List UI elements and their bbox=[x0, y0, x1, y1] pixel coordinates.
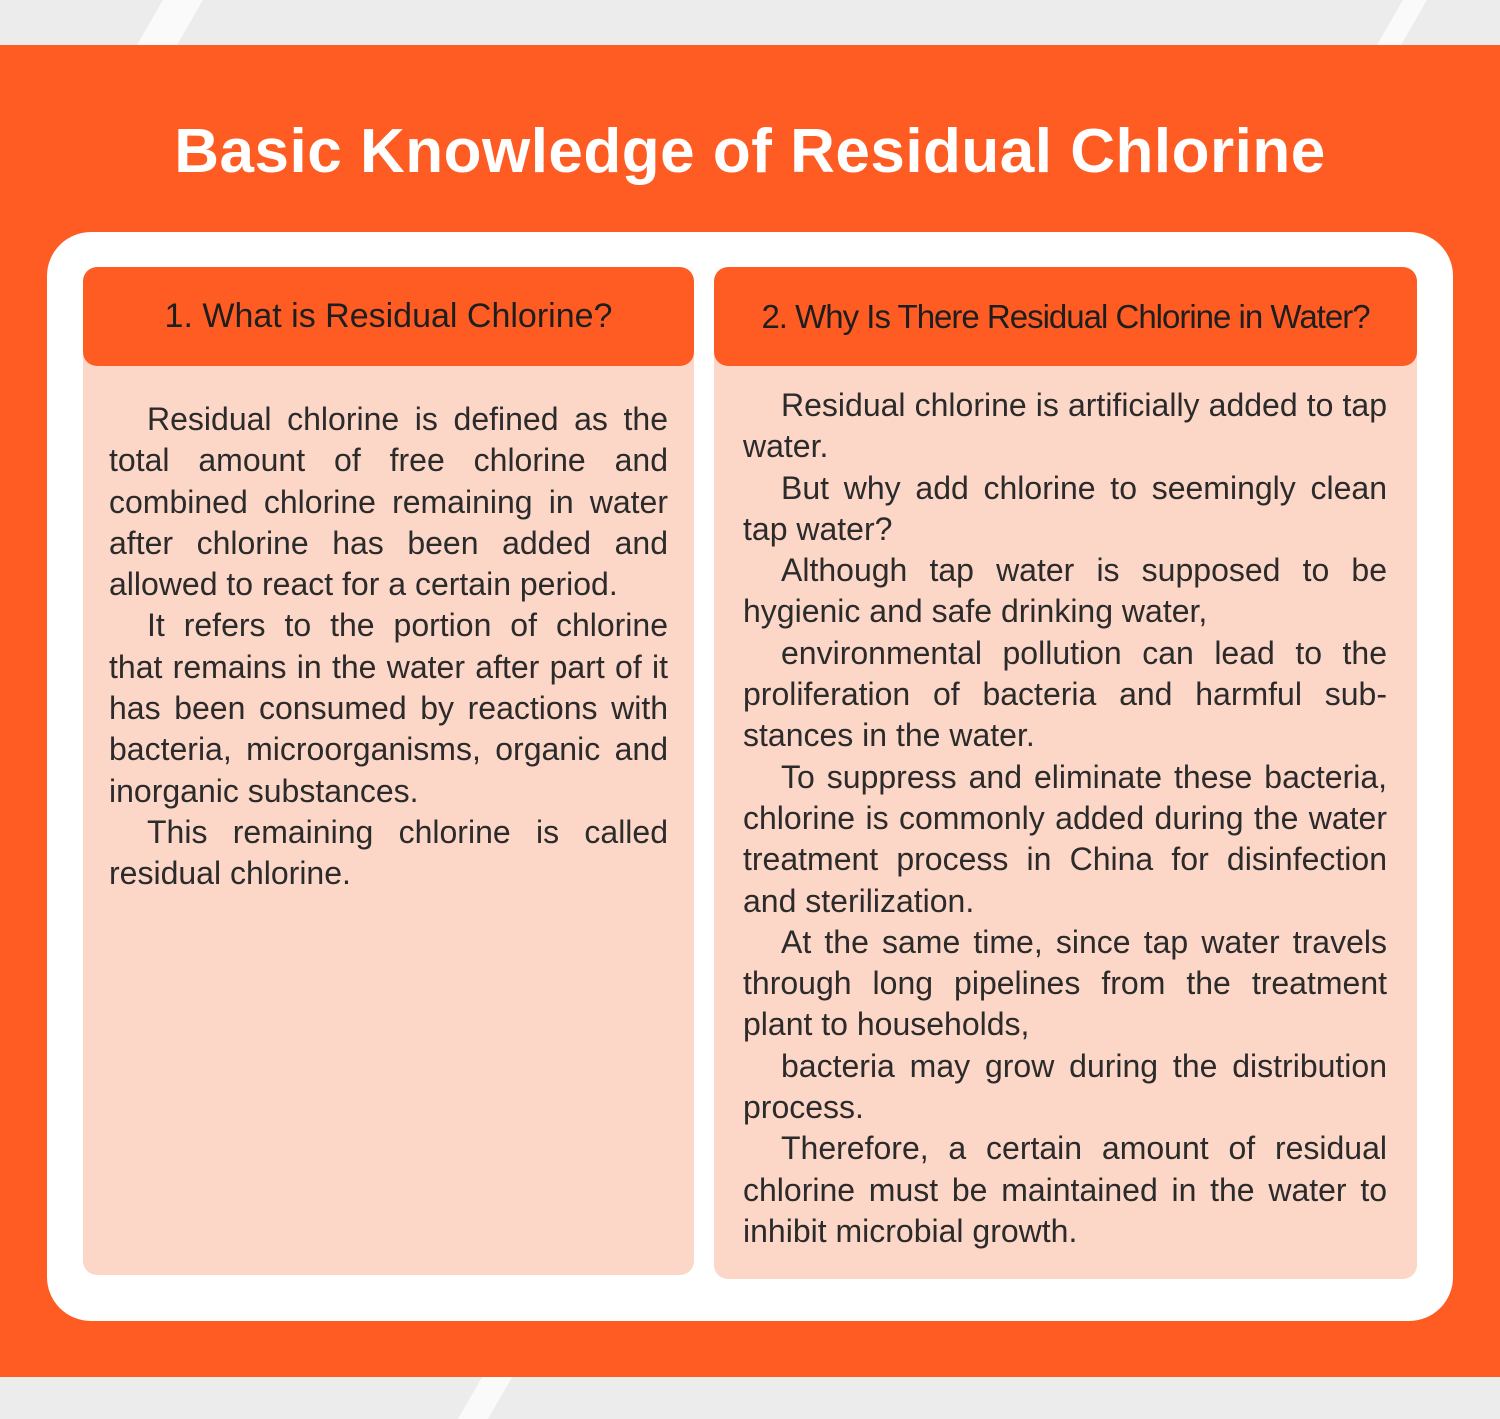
page-title: Basic Knowledge of Residual Chlorine bbox=[174, 117, 1326, 186]
paragraph: But why add chlorine to seemingly clean tap water? bbox=[743, 469, 1387, 547]
section-what-is-residual-chlorine bbox=[83, 267, 694, 1275]
paragraph: Therefore, a certain amount of residual chlorine must be maintained in the water to inhibit microbial growth. bbox=[743, 1130, 1387, 1249]
paragraph: Although tap water is supposed to be hygienic and safe drinking water, bbox=[743, 552, 1387, 630]
section-why-residual-chlorine bbox=[714, 267, 1417, 1279]
background-stripe-top-left bbox=[137, 0, 203, 45]
paragraph: Residual chlorine is artificially added to tap water. bbox=[743, 387, 1387, 465]
section-body bbox=[743, 385, 1387, 1252]
section-heading: 1. What is Residual Chlorine? bbox=[83, 267, 694, 366]
background-stripe-top-right bbox=[1377, 0, 1427, 45]
paragraph: At the same time, since tap water travels through long pipelines from the treatment plant to households, bbox=[743, 923, 1387, 1043]
paragraph: environmental pollution can lead to the proliferation of bacteria and harmful substances in the water. bbox=[743, 634, 1387, 754]
section-body bbox=[109, 399, 668, 895]
background-stripe-bottom bbox=[458, 1377, 512, 1419]
section-heading: 2. Why Is There Residual Chlorine in Water? bbox=[714, 267, 1417, 366]
paragraph: Residual chlorine is defined as the total amount of free chlorine and combined chlorine remaining in water after chlorine has been added and allowed to react for a certain period. bbox=[109, 401, 668, 603]
paragraph: bacteria may grow during the distribution process. bbox=[743, 1047, 1387, 1126]
paragraph: It refers to the portion of chlorine that remains in the water after part of it has been consumed by reactions with bacteria, microorganisms, organic and inorganic substances. bbox=[109, 607, 668, 809]
paragraph: To suppress and eliminate these bacteria, chlorine is commonly added during the water treatment process in China for disinfection and sterilization. bbox=[743, 758, 1387, 919]
paragraph: This remaining chlorine is called residual chlorine. bbox=[109, 813, 668, 892]
